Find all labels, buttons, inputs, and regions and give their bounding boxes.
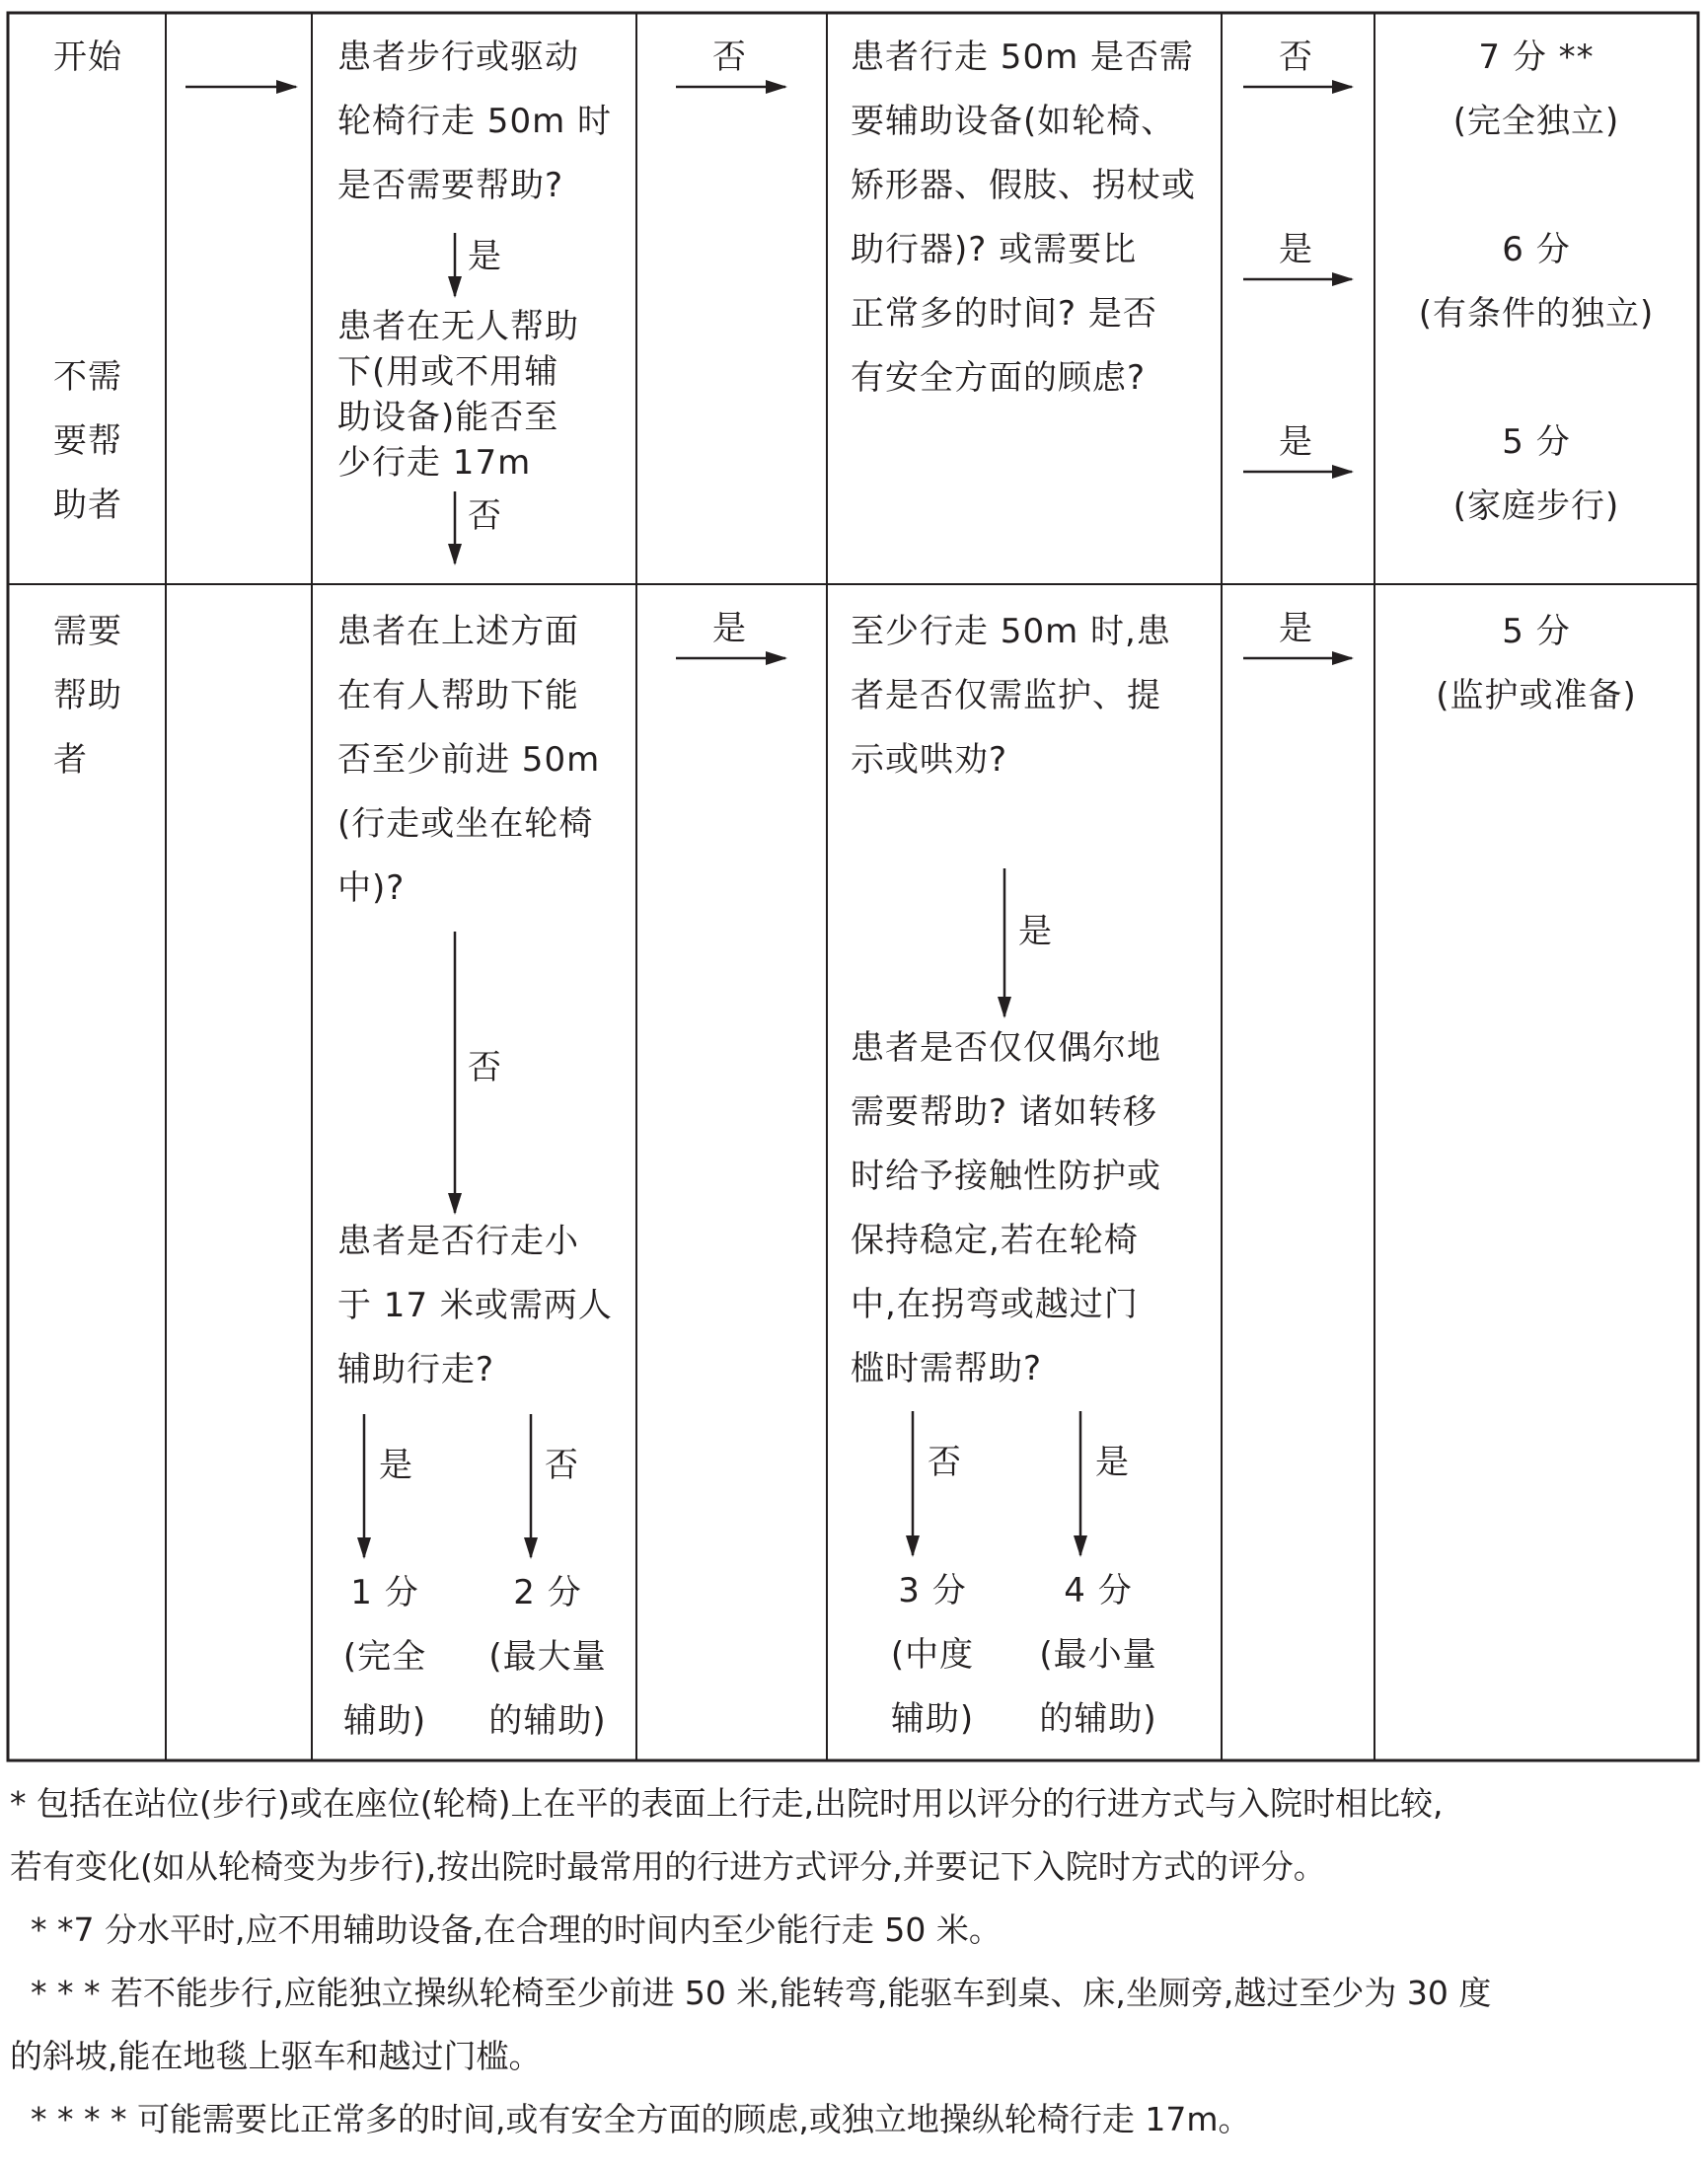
footnote: * * * 若不能步行,应能独立操纵轮椅至少前进 50 米,能转弯,能驱车到桌、床,坐厕旁,越过至少为 30 度 xyxy=(10,1974,1492,2012)
arrow-label-yes: 是 xyxy=(1279,609,1312,648)
footnote: * * * * 可能需要比正常多的时间,或有安全方面的顾虑,或独立地操纵轮椅行走 17m。 xyxy=(10,2100,1251,2138)
need-help-label: 需要 帮助 者 xyxy=(53,612,122,780)
question-walk-50m-help: 患者步行或驱动 轮椅行走 50m 时 是否需要帮助? xyxy=(337,37,612,205)
arrow-label-no: 否 xyxy=(1279,37,1312,77)
arrow-label-no: 否 xyxy=(928,1443,961,1482)
score-4: 4 分 (最小量 的辅助) xyxy=(1039,1571,1157,1739)
no-help-label: 不需 要帮 助者 xyxy=(53,357,122,525)
score-5-supervision: 5 分 (监护或准备) xyxy=(1436,612,1637,715)
arrow-label-yes: 是 xyxy=(1018,912,1052,951)
score-6: 6 分 (有条件的独立) xyxy=(1418,230,1655,334)
arrow-label-no: 否 xyxy=(468,1048,501,1087)
score-5-home: 5 分 (家庭步行) xyxy=(1452,422,1620,526)
question-assistive-device: 患者行走 50m 是否需 要辅助设备(如轮椅、 矫形器、假肢、拐杖或 助行器)? 或需要比 正常多的时间? 是否 有安全方面的顾虑? xyxy=(851,37,1196,398)
arrow-label-yes: 是 xyxy=(468,237,501,276)
arrow-label-no: 否 xyxy=(545,1446,578,1485)
question-50m-with-help: 患者在上述方面 在有人帮助下能 否至少前进 50m (行走或坐在轮椅 中)? xyxy=(337,612,601,908)
arrow-label-yes: 是 xyxy=(1279,422,1312,462)
footnote: * *7 分水平时,应不用辅助设备,在合理的时间内至少能行走 50 米。 xyxy=(10,1910,1002,1949)
arrow-label-yes: 是 xyxy=(712,609,746,648)
footnote: 的斜坡,能在地毯上驱车和越过门槛。 xyxy=(10,2037,542,2075)
arrow-label-yes: 是 xyxy=(1095,1443,1129,1482)
question-under-17m: 患者是否行走小 于 17 米或需两人 辅助行走? xyxy=(337,1222,613,1389)
arrow-label-no: 否 xyxy=(712,37,746,77)
score-7: 7 分 ** (完全独立) xyxy=(1452,37,1620,141)
start-label: 开始 xyxy=(53,37,122,77)
question-supervision-only: 至少行走 50m 时,患 者是否仅需监护、提 示或哄劝? xyxy=(851,612,1171,780)
arrow-label-yes: 是 xyxy=(379,1446,412,1485)
score-1: 1 分 (完全 辅助) xyxy=(342,1573,427,1741)
arrow-label-no: 否 xyxy=(468,496,501,536)
footnote: * 包括在站位(步行)或在座位(轮椅)上在平的表面上行走,出院时用以评分的行进方式与入院时相比较, xyxy=(10,1784,1444,1823)
question-occasional-help: 患者是否仅仅偶尔地 需要帮助? 诸如转移 时给予接触性防护或 保持稳定,若在轮椅 中,在拐弯或越过门 槛时需帮助? xyxy=(851,1028,1161,1388)
score-2: 2 分 (最大量 的辅助) xyxy=(488,1573,607,1741)
score-3: 3 分 (中度 辅助) xyxy=(890,1571,975,1739)
question-walk-17m-alone: 患者在无人帮助 下(用或不用辅 助设备)能否至 少行走 17m xyxy=(337,307,579,483)
footnote: 若有变化(如从轮椅变为步行),按出院时最常用的行进方式评分,并要记下入院时方式的评分。 xyxy=(10,1847,1326,1886)
arrow-label-yes: 是 xyxy=(1279,230,1312,269)
